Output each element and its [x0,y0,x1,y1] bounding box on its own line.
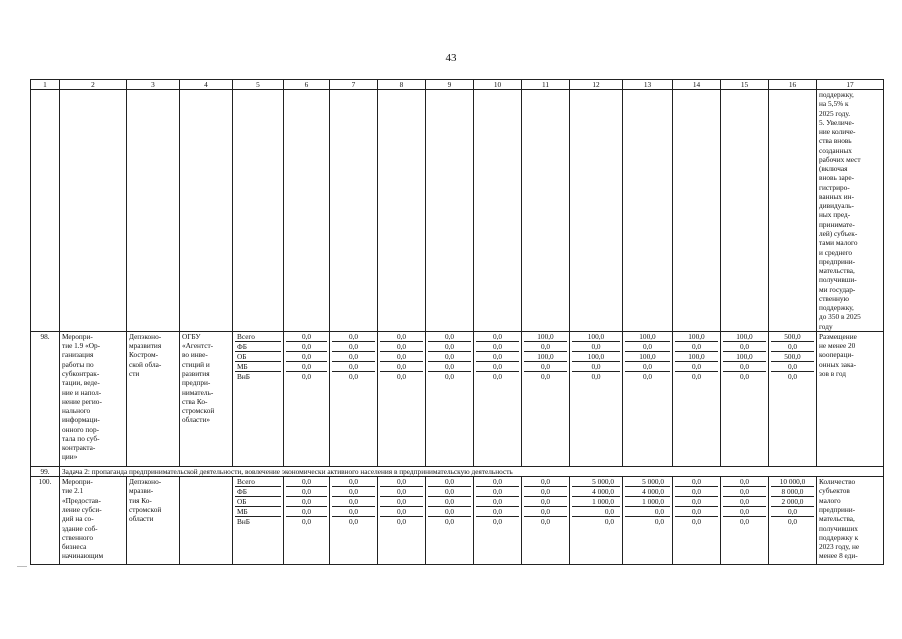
amount-cell: 0,0 [540,517,551,527]
amount-cell: 0,0 [332,342,375,352]
amount-cell: 100,0 [572,352,620,362]
amount-cell: 0,0 [444,517,455,527]
task-title: Задача 2: пропаганда предпринимательской деятельности, вовлечение экономически активного населения в предпринимательскую деятельность [60,466,884,476]
amount-cell: 0,0 [380,507,423,517]
amount-cell: 0,0 [332,332,375,342]
amount-column [426,331,474,466]
amount-cell: 0,0 [332,507,375,517]
column-number: 10 [474,80,522,90]
amount-cell: 0,0 [540,371,551,381]
amount-cell: 100,0 [723,352,766,362]
amount-cell: 0,0 [428,477,471,487]
amount-cell: 0,0 [675,487,718,497]
amount-cell: 1 000,0 [625,497,670,507]
funding-source: Всего [235,477,281,487]
amount-cell: 0,0 [492,517,503,527]
amount-cell: 100,0 [675,332,718,342]
amount-cell: 0,0 [572,362,620,372]
funding-source: ВнБ [237,517,250,527]
amount-cell: 5 000,0 [625,477,670,487]
amount-cell: 0,0 [476,342,519,352]
margin-mark [17,566,27,567]
amount-cell: 0,0 [428,487,471,497]
amount-cell: 100,0 [675,352,718,362]
amount-cell: 0,0 [723,362,766,372]
amount-cell: 0,0 [476,487,519,497]
amount-cell: 0,0 [428,342,471,352]
column-number: 5 [233,80,284,90]
amount-cell: 0,0 [286,477,327,487]
amount-cell: 0,0 [476,332,519,342]
funding-source: ОБ [235,352,281,362]
amount-cell: 0,0 [286,487,327,497]
amount-column [769,477,817,565]
column-number: 17 [817,80,884,90]
amount-column [522,331,570,466]
column-number-row [31,80,884,90]
amount-cell: 0,0 [380,477,423,487]
funding-source: Всего [235,332,281,342]
amount-cell: 0,0 [476,477,519,487]
amount-cell: 0,0 [524,497,567,507]
amount-column [623,477,673,565]
amount-cell: 0,0 [380,342,423,352]
column-number: 9 [426,80,474,90]
amount-cell: 0,0 [771,342,814,352]
amount-cell: 0,0 [476,352,519,362]
amount-cell: 0,0 [787,371,798,381]
amount-column [673,331,721,466]
amount-cell: 4 000,0 [625,487,670,497]
amount-cell: 500,0 [771,352,814,362]
source-cell [233,331,284,466]
amount-cell: 0,0 [476,507,519,517]
amount-cell: 0,0 [380,362,423,372]
amount-cell: 0,0 [739,371,750,381]
amount-column [378,331,426,466]
row-number: 100. [31,477,60,565]
amount-cell: 0,0 [380,332,423,342]
page-number: 43 [445,52,457,64]
participant-cell: ОГБУ «Агентст- во инве- стиций и развития предпри- ниматель- ства Ко- стромской области» [180,331,233,466]
amount-cell: 0,0 [723,477,766,487]
column-number: 7 [330,80,378,90]
amount-column [284,331,330,466]
row-number: 99. [31,466,60,476]
column-number: 3 [127,80,180,90]
amount-cell: 0,0 [675,477,718,487]
funding-source: ФБ [235,342,281,352]
amount-column [721,477,769,565]
amount-column [673,477,721,565]
amount-cell: 0,0 [591,371,601,381]
amount-cell: 0,0 [380,487,423,497]
column-number: 1 [31,80,60,90]
amount-cell: 0,0 [380,497,423,507]
amount-cell: 0,0 [604,517,614,527]
amount-column [522,477,570,565]
amount-cell: 4 000,0 [572,487,620,497]
amount-cell: 100,0 [524,352,567,362]
task-row [31,466,884,476]
amount-column [474,331,522,466]
amount-cell: 0,0 [286,507,327,517]
continuation-row [31,90,884,332]
amount-cell: 0,0 [675,497,718,507]
table-row [31,477,884,565]
amount-cell: 0,0 [476,362,519,372]
amount-cell: 0,0 [332,487,375,497]
funding-source: МБ [235,362,281,372]
funding-source: ВнБ [237,371,250,381]
amount-column [330,331,378,466]
amount-cell: 100,0 [723,332,766,342]
table-row [31,331,884,466]
funding-source: МБ [235,507,281,517]
amount-cell: 0,0 [787,517,798,527]
column-number: 4 [180,80,233,90]
row-number: 98. [31,331,60,466]
amount-cell: 0,0 [396,517,407,527]
amount-cell: 0,0 [723,497,766,507]
amount-cell: 0,0 [771,507,814,517]
result-cell: поддержку, на 5,5% к 2025 году. 5. Увеличе- ние количе- ства вновь созданных рабочих мест (включая вновь заре- гистриро- ванных ин- дивидуаль- ных пред- принимате- лей) субъек- тами малого и среднего предприни- мательства, получивши- ми государ- ственную поддержку, до 350 в 2025 году [817,90,884,332]
amount-cell: 0,0 [675,362,718,372]
funding-source: ФБ [235,487,281,497]
column-number: 2 [60,80,127,90]
amount-cell: 0,0 [524,487,567,497]
program-table [30,79,884,565]
amount-cell: 0,0 [444,371,455,381]
amount-column [330,477,378,565]
amount-cell: 0,0 [428,332,471,342]
amount-cell: 0,0 [332,497,375,507]
amount-cell: 0,0 [691,371,702,381]
amount-cell: 0,0 [723,507,766,517]
amount-cell: 10 000,0 [771,477,814,487]
column-number: 13 [623,80,673,90]
column-number: 15 [721,80,769,90]
amount-cell: 100,0 [625,332,670,342]
amount-cell: 0,0 [332,477,375,487]
amount-cell: 100,0 [625,352,670,362]
amount-cell: 0,0 [428,362,471,372]
participant-cell [180,477,233,565]
amount-cell: 0,0 [286,362,327,372]
column-number: 8 [378,80,426,90]
amount-cell: 100,0 [572,332,620,342]
amount-cell: 2 000,0 [771,497,814,507]
amount-cell: 0,0 [332,352,375,362]
amount-cell: 0,0 [348,371,359,381]
column-number: 11 [522,80,570,90]
amount-cell: 0,0 [332,362,375,372]
amount-cell: 8 000,0 [771,487,814,497]
source-cell [233,477,284,565]
amount-cell: 0,0 [476,497,519,507]
column-number: 12 [570,80,623,90]
amount-cell: 0,0 [301,371,312,381]
amount-cell: 0,0 [524,362,567,372]
amount-cell: 0,0 [739,517,750,527]
column-number: 16 [769,80,817,90]
amount-column [623,331,673,466]
amount-column [769,331,817,466]
amount-cell: 0,0 [524,477,567,487]
amount-cell: 0,0 [691,517,702,527]
amount-column [474,477,522,565]
event-cell: Меропри- тие 2.1 «Предостав- ление субси- дий на со- здание соб- ственного бизнеса начинающим [60,477,127,565]
amount-cell: 0,0 [524,507,567,517]
amount-cell: 0,0 [286,342,327,352]
amount-cell: 0,0 [654,517,664,527]
amount-cell: 0,0 [428,507,471,517]
amount-cell: 0,0 [675,507,718,517]
amount-cell: 0,0 [771,362,814,372]
amount-cell: 0,0 [301,517,312,527]
amount-cell: 100,0 [524,332,567,342]
executor-cell: Депэконо- мразви- тия Ко- стромской области [127,477,180,565]
amount-cell: 1 000,0 [572,497,620,507]
amount-cell: 0,0 [396,371,407,381]
event-cell: Меропри- тие 1.9 «Ор- ганизация работы по субконтрак- тации, веде- ние и напол- нение регио- нального информаци- онного пор- тала по суб- контракта- ции» [60,331,127,466]
amount-column [570,331,623,466]
amount-cell: 0,0 [286,352,327,362]
amount-column [426,477,474,565]
amount-cell: 0,0 [723,342,766,352]
amount-cell: 0,0 [625,507,670,517]
amount-cell: 0,0 [286,497,327,507]
amount-cell: 0,0 [428,497,471,507]
amount-cell: 0,0 [492,371,503,381]
amount-cell: 0,0 [524,342,567,352]
funding-source: ОБ [235,497,281,507]
amount-cell: 0,0 [723,487,766,497]
amount-column [378,477,426,565]
amount-cell: 0,0 [642,371,653,381]
amount-cell: 0,0 [572,342,620,352]
column-number: 6 [284,80,330,90]
amount-cell: 0,0 [572,507,620,517]
result-cell: Размещение не менее 20 кооперaци- онных зака- зов в год [817,331,884,466]
amount-cell: 0,0 [625,342,670,352]
amount-cell: 0,0 [286,332,327,342]
amount-cell: 0,0 [675,342,718,352]
amount-cell: 0,0 [348,517,359,527]
result-cell: Количество субъектов малого предприни- мательства, получивших поддержку к 2023 году, не менее 8 еди- [817,477,884,565]
amount-cell: 500,0 [771,332,814,342]
amount-cell: 5 000,0 [572,477,620,487]
executor-cell: Депэконо- мразвития Костром- ской обла- сти [127,331,180,466]
amount-column [570,477,623,565]
column-number: 14 [673,80,721,90]
amount-cell: 0,0 [380,352,423,362]
amount-cell: 0,0 [428,352,471,362]
amount-cell: 0,0 [625,362,670,372]
amount-column [284,477,330,565]
amount-column [721,331,769,466]
